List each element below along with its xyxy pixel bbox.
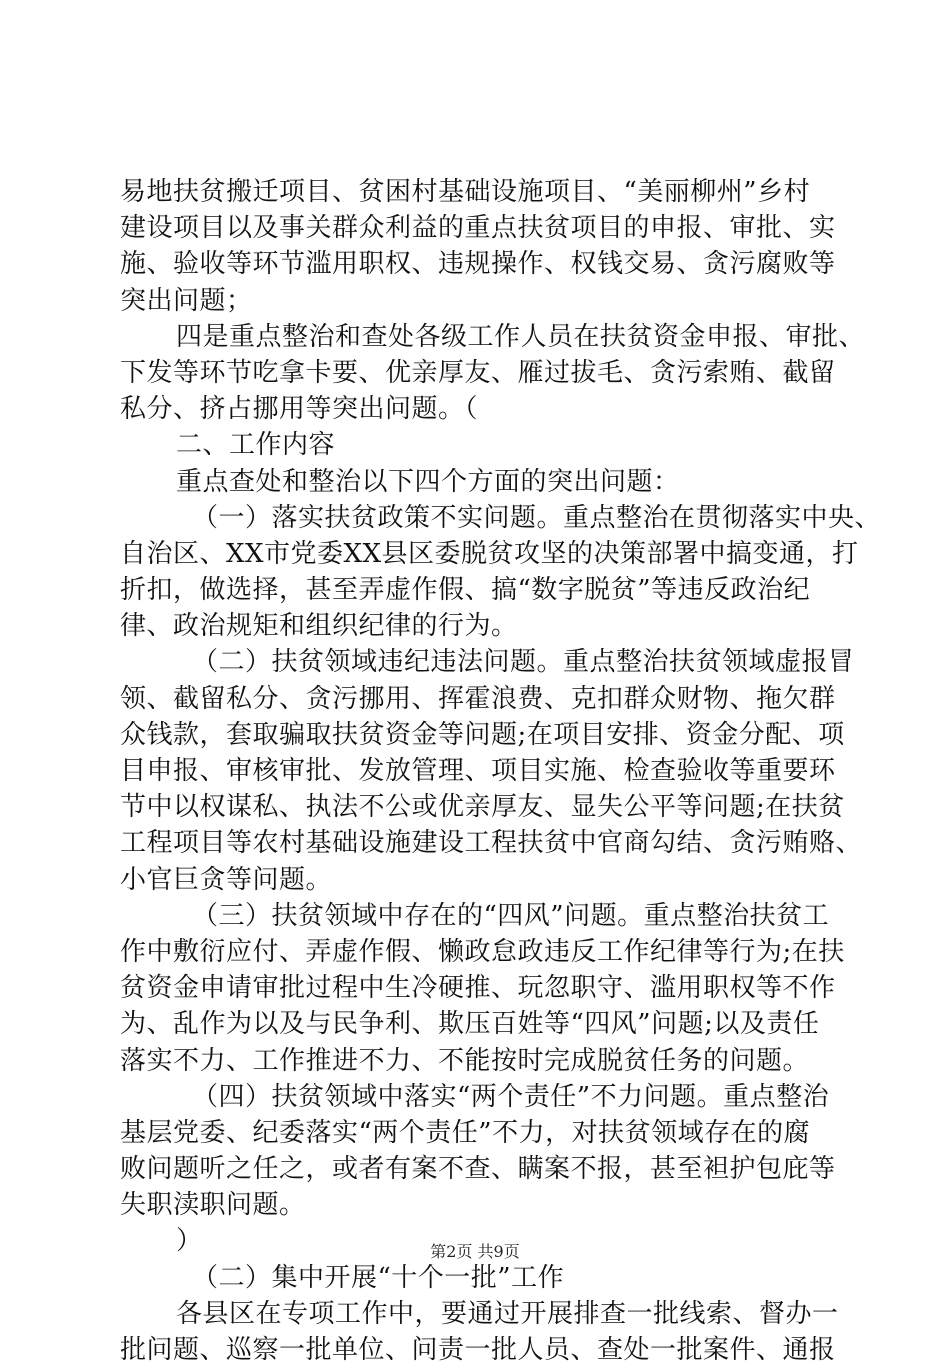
text-line: 节中以权谋私、执法不公或优亲厚友、显失公平等问题;在扶贫 [120, 792, 845, 823]
text-line: 落实不力、工作推进不力、不能按时完成脱贫任务的问题。 [120, 1045, 810, 1076]
document-body [120, 174, 882, 1368]
text-line: 败问题听之任之，或者有案不查、瞒案不报，甚至袒护包庇等 [120, 1154, 836, 1185]
text-line: 批问题、巡察一批单位、问责一批人员、查处一批案件、通报 [120, 1335, 836, 1365]
text-line: 施、验收等环节滥用职权、违规操作、权钱交易、贪污腐败等 [120, 249, 836, 280]
text-line: 作中敷衍应付、弄虚作假、懒政怠政违反工作纪律等行为;在扶 [120, 936, 845, 967]
page-number-footer: 第2页 共9页 [430, 1242, 520, 1261]
text-line: 失职渎职问题。 [120, 1190, 306, 1221]
paragraph-start: （一）落实扶贫政策不实问题。重点整治在贯彻落实中央、 [192, 502, 882, 533]
text-line: 贫资金申请审批过程中生冷硬推、玩忽职守、滥用职权等不作 [120, 973, 836, 1004]
text-line: 突出问题； [120, 285, 253, 316]
text-line: 目申报、审核审批、发放管理、项目实施、检查验收等重要环 [120, 756, 836, 786]
paragraph-start: 各县区在专项工作中，要通过开展排查一批线索、督办一 [176, 1298, 839, 1329]
paragraph-start: 重点查处和整治以下四个方面的突出问题： [176, 466, 680, 497]
text-line: 私分、挤占挪用等突出问题。（ [120, 394, 479, 425]
text-line: 建设项目以及事关群众利益的重点扶贫项目的申报、审批、实 [120, 213, 836, 244]
paragraph-start: （三）扶贫领域中存在的“四风”问题。重点整治扶贫工 [192, 900, 830, 931]
text-line: 下发等环节吃拿卡要、优亲厚友、雁过拔毛、贪污索贿、截留 [120, 357, 836, 388]
text-line: 基层党委、纪委落实“两个责任”不力，对扶贫领域存在的腐 [120, 1117, 811, 1148]
text-line: 工程项目等农村基础设施建设工程扶贫中官商勾结、贪污贿赂、 [120, 828, 863, 859]
text-line: 小官巨贪等问题。 [120, 864, 333, 895]
section-heading: （二）集中开展“十个一批”工作 [192, 1262, 565, 1293]
text-line: 为、乱作为以及与民争利、欺压百姓等“四风”问题;以及责任 [120, 1009, 820, 1040]
paragraph-start: （二）扶贫领域违纪违法问题。重点整治扶贫领域虚报冒 [192, 647, 855, 678]
text-line: 易地扶贫搬迁项目、贫困村基础设施项目、“美丽柳州”乡村 [120, 177, 811, 207]
paragraph-start: 四是重点整治和查处各级工作人员在扶贫资金申报、审批、 [176, 321, 866, 352]
text-line: 自治区、XX市党委XX县区委脱贫攻坚的决策部署中搞变通，打 [120, 538, 859, 569]
text-line: 律、政治规矩和组织纪律的行为。 [120, 611, 518, 642]
text-line: 众钱款，套取骗取扶贫资金等问题;在项目安排、资金分配、项 [120, 719, 845, 750]
text-line: 领、截留私分、贪污挪用、挥霍浪费、克扣群众财物、拖欠群 [120, 683, 836, 714]
text-line: 折扣，做选择，甚至弄虚作假、搞“数字脱贫”等违反政治纪 [120, 575, 811, 606]
paragraph-start: （四）扶贫领域中落实“两个责任”不力问题。重点整治 [192, 1081, 830, 1112]
section-heading: 二、工作内容 [176, 430, 336, 461]
text-line: ） [176, 1226, 203, 1257]
